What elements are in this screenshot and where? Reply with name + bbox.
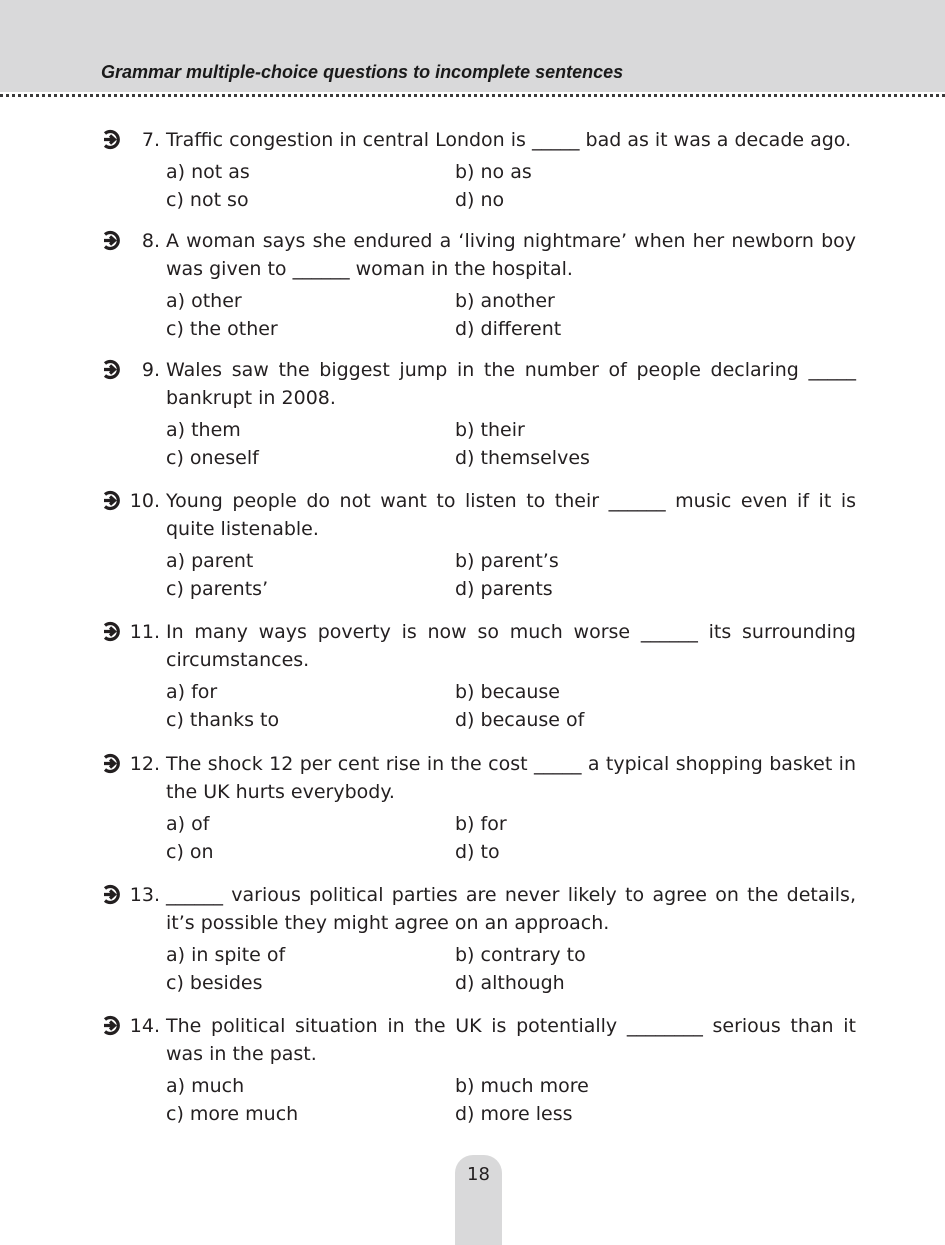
option-c: c) oneself <box>166 447 259 469</box>
option-d: d) parents <box>455 578 553 600</box>
option-d: d) different <box>455 318 562 340</box>
question-number: 7. <box>141 129 160 151</box>
option-a: a) other <box>166 290 242 312</box>
arrow-bullet-icon <box>101 229 124 252</box>
question-number: 8. <box>141 230 160 252</box>
question-stem: In many ways poverty is now so much worse ______ its surrounding circumstances. <box>166 621 856 671</box>
option-a: a) parent <box>166 550 254 572</box>
dotted-divider <box>0 94 945 97</box>
option-c: c) the other <box>166 318 278 340</box>
option-c: c) on <box>166 841 214 863</box>
arrow-bullet-icon <box>101 883 124 906</box>
option-a: a) for <box>166 681 218 703</box>
arrow-bullet-icon <box>101 752 124 775</box>
question-number: 10. <box>129 490 160 512</box>
arrow-bullet-icon <box>101 620 124 643</box>
arrow-bullet-icon <box>101 358 124 381</box>
question-stem: Young people do not want to listen to their ______ music even if it is quite listenable. <box>166 490 856 540</box>
option-c: c) besides <box>166 972 263 994</box>
page-number: 18 <box>467 1164 490 1185</box>
option-a: a) them <box>166 419 241 441</box>
option-c: c) thanks to <box>166 709 280 731</box>
question-number: 13. <box>129 884 160 906</box>
question-number: 12. <box>129 753 160 775</box>
option-d: d) because of <box>455 709 585 731</box>
option-a: a) not as <box>166 161 250 183</box>
question-stem: Traffic congestion in central London is _____ bad as it was a decade ago. <box>166 129 852 151</box>
arrow-bullet-icon <box>101 128 124 151</box>
option-c: c) not so <box>166 189 249 211</box>
option-c: c) parents’ <box>166 578 269 600</box>
option-b: b) another <box>455 290 555 312</box>
option-b: b) no as <box>455 161 532 183</box>
option-b: b) much more <box>455 1075 589 1097</box>
question-stem: The shock 12 per cent rise in the cost _____ a typical shopping basket in the UK hurts everybody. <box>166 753 856 803</box>
option-b: b) because <box>455 681 560 703</box>
option-a: a) of <box>166 813 210 835</box>
option-d: d) to <box>455 841 500 863</box>
arrow-bullet-icon <box>101 489 124 512</box>
question-stem: A woman says she endured a ‘living nightmare’ when her newborn boy was given to ______ woman in the hospital. <box>166 230 856 280</box>
option-a: a) much <box>166 1075 245 1097</box>
option-a: a) in spite of <box>166 944 286 966</box>
option-d: d) although <box>455 972 565 994</box>
option-c: c) more much <box>166 1103 299 1125</box>
option-b: b) their <box>455 419 525 441</box>
option-b: b) for <box>455 813 507 835</box>
option-d: d) no <box>455 189 505 211</box>
arrow-bullet-icon <box>101 1014 124 1037</box>
question-number: 11. <box>129 621 160 643</box>
option-b: b) parent’s <box>455 550 559 572</box>
section-title: Grammar multiple-choice questions to incomplete sentences <box>101 62 624 82</box>
question-stem: Wales saw the biggest jump in the number of people declaring _____ bankrupt in 2008. <box>166 359 856 409</box>
option-d: d) more less <box>455 1103 573 1125</box>
option-b: b) contrary to <box>455 944 586 966</box>
question-stem: ______ various political parties are never likely to agree on the details, it’s possible they might agree on an approach. <box>166 884 856 934</box>
question-stem: The political situation in the UK is potentially ________ serious than it was in the past. <box>166 1015 856 1065</box>
question-number: 9. <box>141 359 160 381</box>
running-header <box>0 0 945 92</box>
question-number: 14. <box>129 1015 160 1037</box>
option-d: d) themselves <box>455 447 590 469</box>
